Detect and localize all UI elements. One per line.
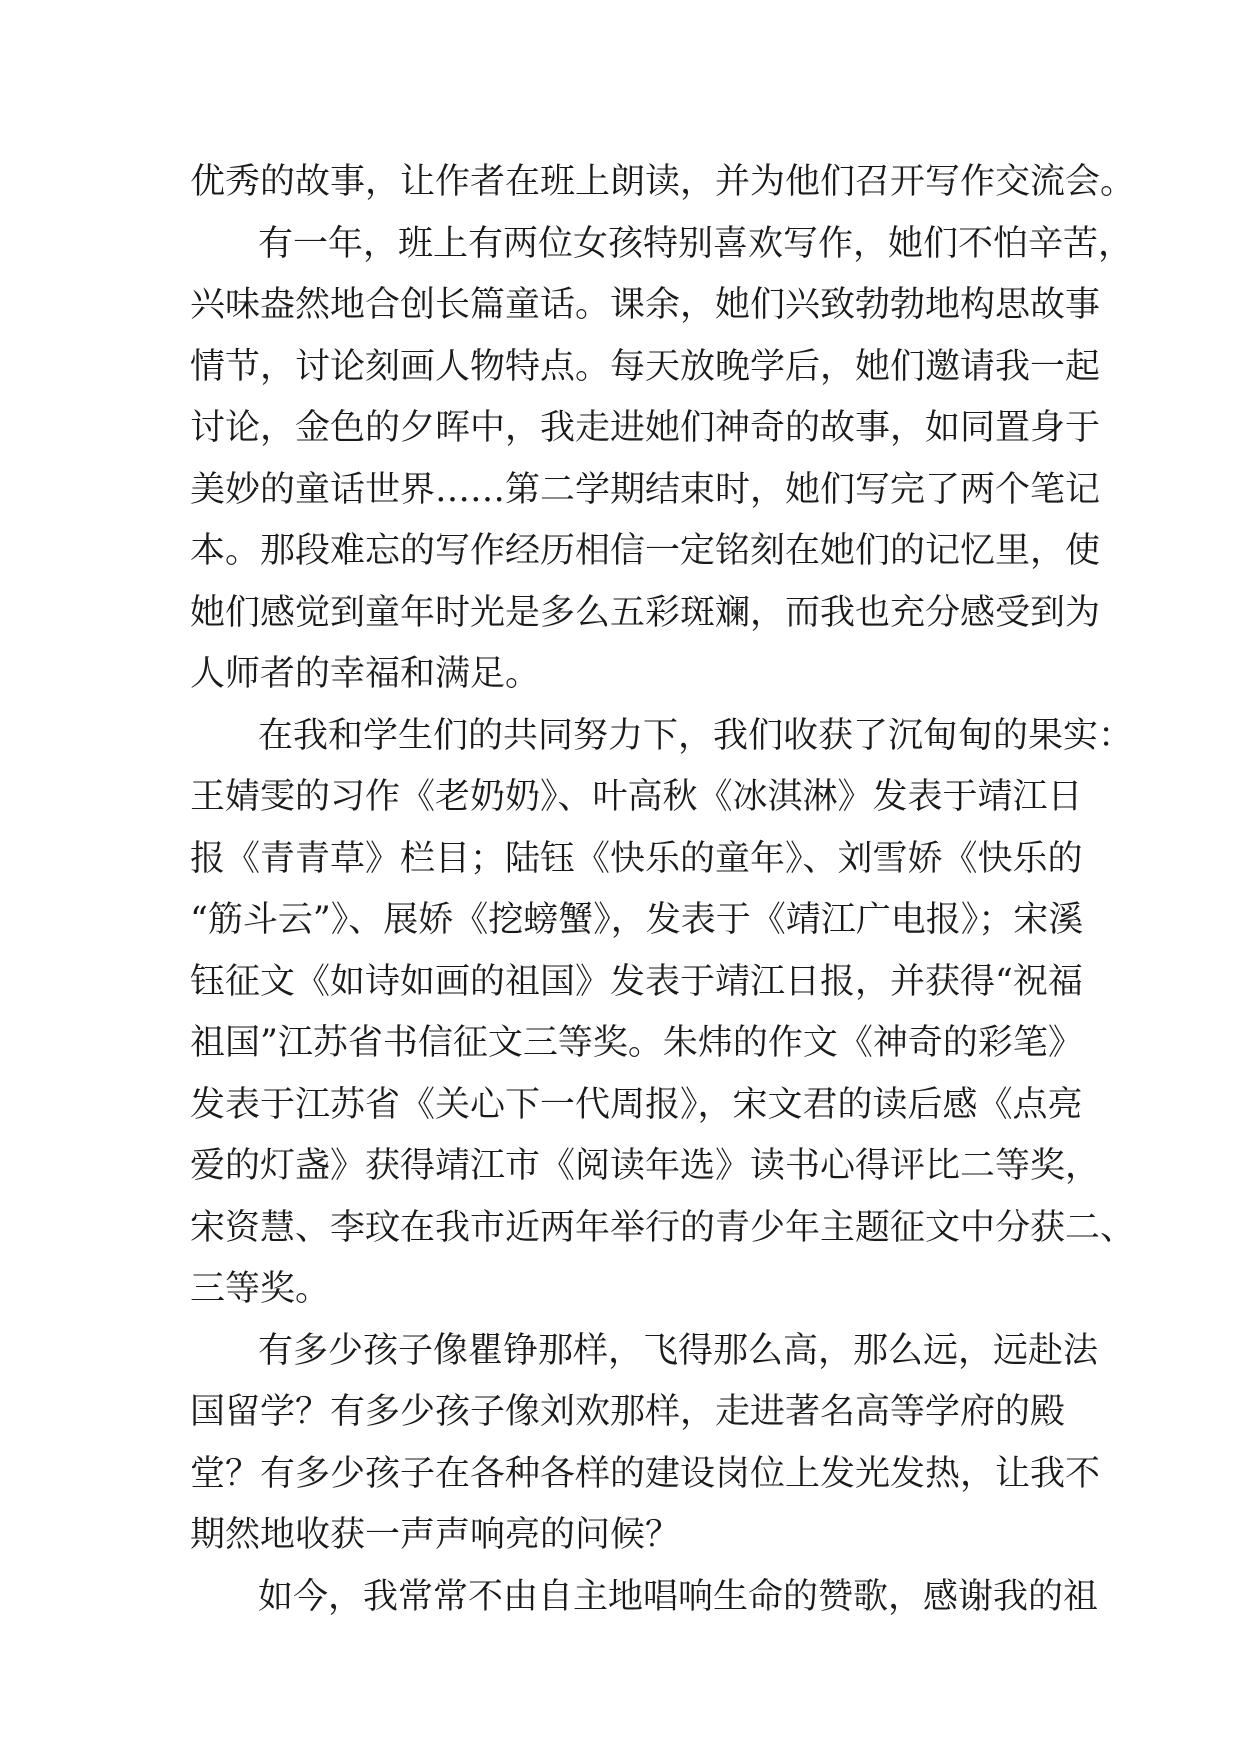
text-line: 国留学？有多少孩子像刘欢那样，走进著名高等学府的殿 xyxy=(190,1392,1066,1432)
text-line: 报《青青草》栏目；陆钰《快乐的童年》、刘雪娇《快乐的 xyxy=(190,838,1083,879)
text-line: 美妙的童话世界……第二学期结束时，她们写完了两个笔记 xyxy=(190,469,1101,510)
text-line: 祖国”江苏省书信征文三等奖。朱炜的作文《神奇的彩笔》 xyxy=(190,1023,1083,1063)
text-line: 情节，讨论刻画人物特点。每天放晚学后，她们邀请我一起 xyxy=(190,346,1101,387)
text-line: 如今，我常常不由自主地唱响生命的赞歌，感谢我的祖 xyxy=(258,1576,1099,1617)
text-line: “筋斗云”》、展娇《挖螃蟹》，发表于《靖江广电报》；宋溪 xyxy=(190,900,1084,940)
text-line: 发表于江苏省《关心下一代周报》，宋文君的读后感《点亮 xyxy=(190,1084,1083,1125)
text-line: 有多少孩子像瞿铮那样，飞得那么高，那么远，远赴法 xyxy=(258,1330,1099,1371)
text-line: 人师者的幸福和满足。 xyxy=(190,654,541,694)
body-text xyxy=(190,152,1136,1628)
text-line: 她们感觉到童年时光是多么五彩斑斓，而我也充分感受到为 xyxy=(190,592,1101,633)
text-line: 堂？有多少孩子在各种各样的建设岗位上发光发热，让我不 xyxy=(190,1453,1101,1494)
text-line: 有一年，班上有两位女孩特别喜欢写作，她们不怕辛苦， xyxy=(258,223,1134,264)
text-line: 三等奖。 xyxy=(190,1269,331,1309)
text-line: 兴味盎然地合创长篇童话。课余，她们兴致勃勃地构思故事 xyxy=(190,285,1101,325)
text-line: 优秀的故事，让作者在班上朗读，并为他们召开写作交流会。 xyxy=(190,162,1136,202)
text-line: 期然地收获一声声响亮的问候？ xyxy=(190,1515,681,1555)
text-line: 讨论，金色的夕晖中，我走进她们神奇的故事，如同置身于 xyxy=(190,408,1101,448)
text-line: 爱的灯盏》获得靖江市《阅读年选》读书心得评比二等奖， xyxy=(190,1146,1101,1186)
text-line: 钰征文《如诗如画的祖国》发表于靖江日报，并获得“祝福 xyxy=(190,961,1083,1002)
text-line: 在我和学生们的共同努力下，我们收获了沉甸甸的果实： xyxy=(258,715,1134,756)
text-line: 王婧雯的习作《老奶奶》、叶高秋《冰淇淋》发表于靖江日 xyxy=(190,777,1083,817)
text-line: 本。那段难忘的写作经历相信一定铭刻在她们的记忆里，使 xyxy=(190,531,1101,571)
text-line: 宋资慧、李玟在我市近两年举行的青少年主题征文中分获二、 xyxy=(190,1207,1136,1248)
